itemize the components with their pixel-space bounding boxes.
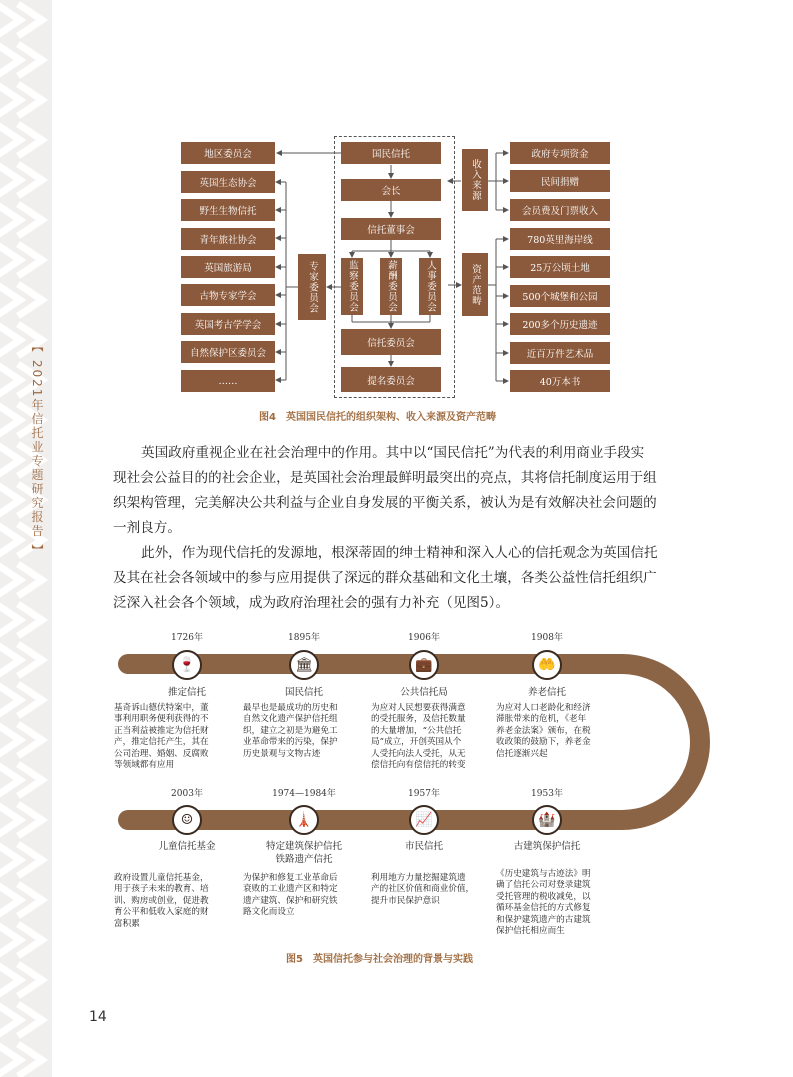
asset-item-0: 780英里海岸线 <box>510 228 610 250</box>
timeline-description <box>243 873 361 919</box>
left-item-4: 英国旅游局 <box>181 256 275 278</box>
castle-icon <box>532 805 562 835</box>
timeline-year: 1908年 <box>531 633 563 643</box>
description-line: 利用地方力量挖掘建筑遗 <box>371 873 466 883</box>
asset-item-5: 40万本书 <box>510 370 610 392</box>
description-line: 信托逐渐兴起 <box>496 748 548 759</box>
growth-chart-icon-glyph: 📈 <box>415 812 433 828</box>
description-line: 政府设置儿童信托基金， <box>114 873 209 883</box>
description-line: 养老金法案》颁布，在税 <box>496 725 591 736</box>
income-item-2: 会员费及门票收入 <box>510 199 610 221</box>
timeline-title: 国民信托 <box>284 687 324 698</box>
asset-label: 资产范畴 <box>462 253 488 316</box>
description-line: 确了信托公司对登录建筑 <box>496 880 591 891</box>
description-line: 用于孩子未来的教育、培 <box>114 884 209 895</box>
text-line: 泛深入社会各个领域，成为政府治理社会的强有力补充（见图5）。 <box>113 595 510 611</box>
castle-icon-glyph: 🏰 <box>538 812 556 828</box>
timeline-title: 市民信托 <box>404 841 444 852</box>
left-item-8: …… <box>181 370 275 392</box>
timeline-description <box>114 873 232 930</box>
timeline-title: 儿童信托基金 <box>158 841 216 852</box>
description-line: 的大量增加，“公共信托 <box>371 725 462 736</box>
timeline-title: 特定建筑保护信托 <box>265 841 343 852</box>
description-line: 基奇诉山德伏特案中，董 <box>114 703 209 713</box>
description-line: 正当利益被推定为信托财 <box>114 725 209 736</box>
description-line: 为应对人民想要获得满意 <box>371 703 466 713</box>
growth-chart-icon <box>409 805 439 835</box>
timeline-title: 古建筑保护信托 <box>513 841 581 852</box>
timeline-description <box>496 869 614 937</box>
briefcase-icon-glyph: 💼 <box>415 657 433 673</box>
tower-icon <box>289 805 319 835</box>
timeline-year: 1906年 <box>408 633 440 643</box>
expert-committee: 专家委员会 <box>298 254 326 320</box>
left-item-5: 古物专家学会 <box>181 284 275 306</box>
timeline-title: 养老信托 <box>527 687 567 698</box>
text-line: 英国政府重视企业在社会治理中的作用。其中以“国民信托”为代表的利用商业手段实 <box>141 445 645 461</box>
left-item-2: 野生生物信托 <box>181 199 275 221</box>
timeline-title: 公共信托局 <box>400 687 448 698</box>
hr-committee: 人事委员会 <box>419 258 441 315</box>
timeline-description <box>371 703 489 771</box>
description-line: 路文化而设立 <box>243 907 295 918</box>
museum-icon <box>289 650 319 680</box>
timeline-year: 1726年 <box>171 633 203 643</box>
left-item-0: 地区委员会 <box>181 142 275 164</box>
description-line: 历史景观与文物古迹 <box>243 748 321 759</box>
timeline-year: 1957年 <box>408 789 440 799</box>
description-line: 提升市民保护意识 <box>371 895 440 906</box>
description-line: 收政策的鼓励下，养老金 <box>496 737 591 748</box>
national-trust-box: 国民信托 <box>341 142 441 164</box>
description-line: 育公平和低收入家庭的财 <box>114 907 209 918</box>
timeline-year: 1974—1984年 <box>272 789 336 799</box>
timeline-description <box>114 703 232 771</box>
description-line: 公司治理、婚姻、反腐败 <box>114 748 209 759</box>
hand-coins-icon-glyph: 🤲 <box>538 657 556 673</box>
trust-committee-box: 信托委员会 <box>341 329 441 355</box>
description-line: 训、购房或创业，促进教 <box>114 895 209 906</box>
wine-glass-icon-glyph: 🍷 <box>178 657 196 673</box>
left-item-1: 英国生态协会 <box>181 171 275 193</box>
income-item-0: 政府专项资金 <box>510 142 610 164</box>
timeline-description <box>371 873 489 907</box>
nomination-committee-box: 提名委员会 <box>341 367 441 392</box>
description-line: 织，建立之初是为避免工 <box>243 725 338 736</box>
description-line: 和保护建筑遗产的古建筑 <box>496 914 591 925</box>
board-box: 信托董事会 <box>341 218 441 240</box>
description-line: 循环基金信托的方式修复 <box>496 903 591 914</box>
description-line: 保护信托相应而生 <box>496 926 565 937</box>
timeline-description <box>243 703 361 760</box>
left-item-3: 青年旅社协会 <box>181 228 275 250</box>
asset-item-4: 近百万件艺术品 <box>510 342 610 364</box>
description-line: 衰败的工业遗产区和特定 <box>243 884 338 895</box>
child-face-icon <box>172 805 202 835</box>
timeline-year: 1953年 <box>531 789 563 799</box>
museum-icon-glyph: 🏛 <box>295 657 313 673</box>
briefcase-icon <box>409 650 439 680</box>
income-item-1: 民间捐赠 <box>510 170 610 192</box>
asset-item-1: 25万公顷土地 <box>510 256 610 278</box>
description-line: 等领域都有应用 <box>114 760 175 771</box>
tower-icon-glyph: 🗼 <box>295 812 313 828</box>
description-line: 《历史建筑与古迹法》明 <box>496 869 591 879</box>
timeline-year: 2003年 <box>171 789 203 799</box>
description-line: 产的社区价值和商业价值， <box>371 884 475 895</box>
description-line: 最早也是最成功的历史和 <box>243 703 338 713</box>
left-item-6: 英国考古学学会 <box>181 313 275 335</box>
supervisory-committee: 监察委员会 <box>341 258 363 315</box>
page-number: 14 <box>89 1009 107 1025</box>
chairman-box: 会长 <box>341 179 441 201</box>
asset-item-3: 200多个历史遗迹 <box>510 313 610 335</box>
description-line: 受托管理的税收减免，以 <box>496 891 591 902</box>
wine-glass-icon <box>172 650 202 680</box>
text-line: 一剂良方。 <box>113 520 181 536</box>
figure5-caption: 图5 英国信托参与社会治理的背景与实践 <box>286 954 473 965</box>
income-label: 收入来源 <box>462 149 488 211</box>
description-line: 为应对人口老龄化和经济 <box>496 703 591 713</box>
description-line: 滞胀带来的危机，《老年 <box>496 714 587 725</box>
timeline-description <box>496 703 614 760</box>
description-line: 人受托向法人受托，从无 <box>371 748 466 759</box>
text-line: 现社会公益目的的社会企业，是英国社会治理最鲜明最突出的亮点，其将信托制度运用于组 <box>113 470 657 486</box>
timeline-subtitle: 铁路遗产信托 <box>275 854 333 865</box>
description-line: 偿信托向有偿信托的转变 <box>371 760 466 771</box>
description-line: 为保护和修复工业革命后 <box>243 873 338 883</box>
timeline-year: 1895年 <box>288 633 320 643</box>
report-title: 【 2021年信托业专题研究报告 】 <box>30 340 44 559</box>
text-line: 织架构管理，完美解决公共利益与企业自身发展的平衡关系，被认为是有效解决社会问题的 <box>113 495 657 511</box>
description-line: 富积累 <box>114 918 140 929</box>
description-line: 事利用职务便利获得的不 <box>114 714 209 725</box>
child-face-icon-glyph: ☺ <box>180 812 194 828</box>
remuneration-committee: 薪酬委员会 <box>380 258 402 315</box>
description-line: 自然文化遗产保护信托组 <box>243 714 338 725</box>
asset-item-2: 500个城堡和公园 <box>510 285 610 307</box>
description-line: 产，推定信托产生，其在 <box>114 737 209 748</box>
timeline-title: 推定信托 <box>167 687 207 698</box>
description-line: 业革命带来的污染，保护 <box>243 737 338 748</box>
hand-coins-icon <box>532 650 562 680</box>
text-line: 及其在社会各领域中的参与应用提供了深远的群众基础和文化土壤，各类公益性信托组织广 <box>113 570 657 586</box>
figure4-caption: 图4 英国国民信托的组织架构、收入来源及资产范畴 <box>259 412 496 423</box>
text-line: 此外，作为现代信托的发源地，根深蒂固的绅士精神和深入人心的信托观念为英国信托 <box>141 545 658 561</box>
description-line: 局”成立，开创英国从个 <box>371 737 462 748</box>
left-item-7: 自然保护区委员会 <box>181 341 275 363</box>
description-line: 的受托服务，及信托数量 <box>371 714 466 725</box>
description-line: 遗产建筑、保护和研究铁 <box>243 895 338 906</box>
